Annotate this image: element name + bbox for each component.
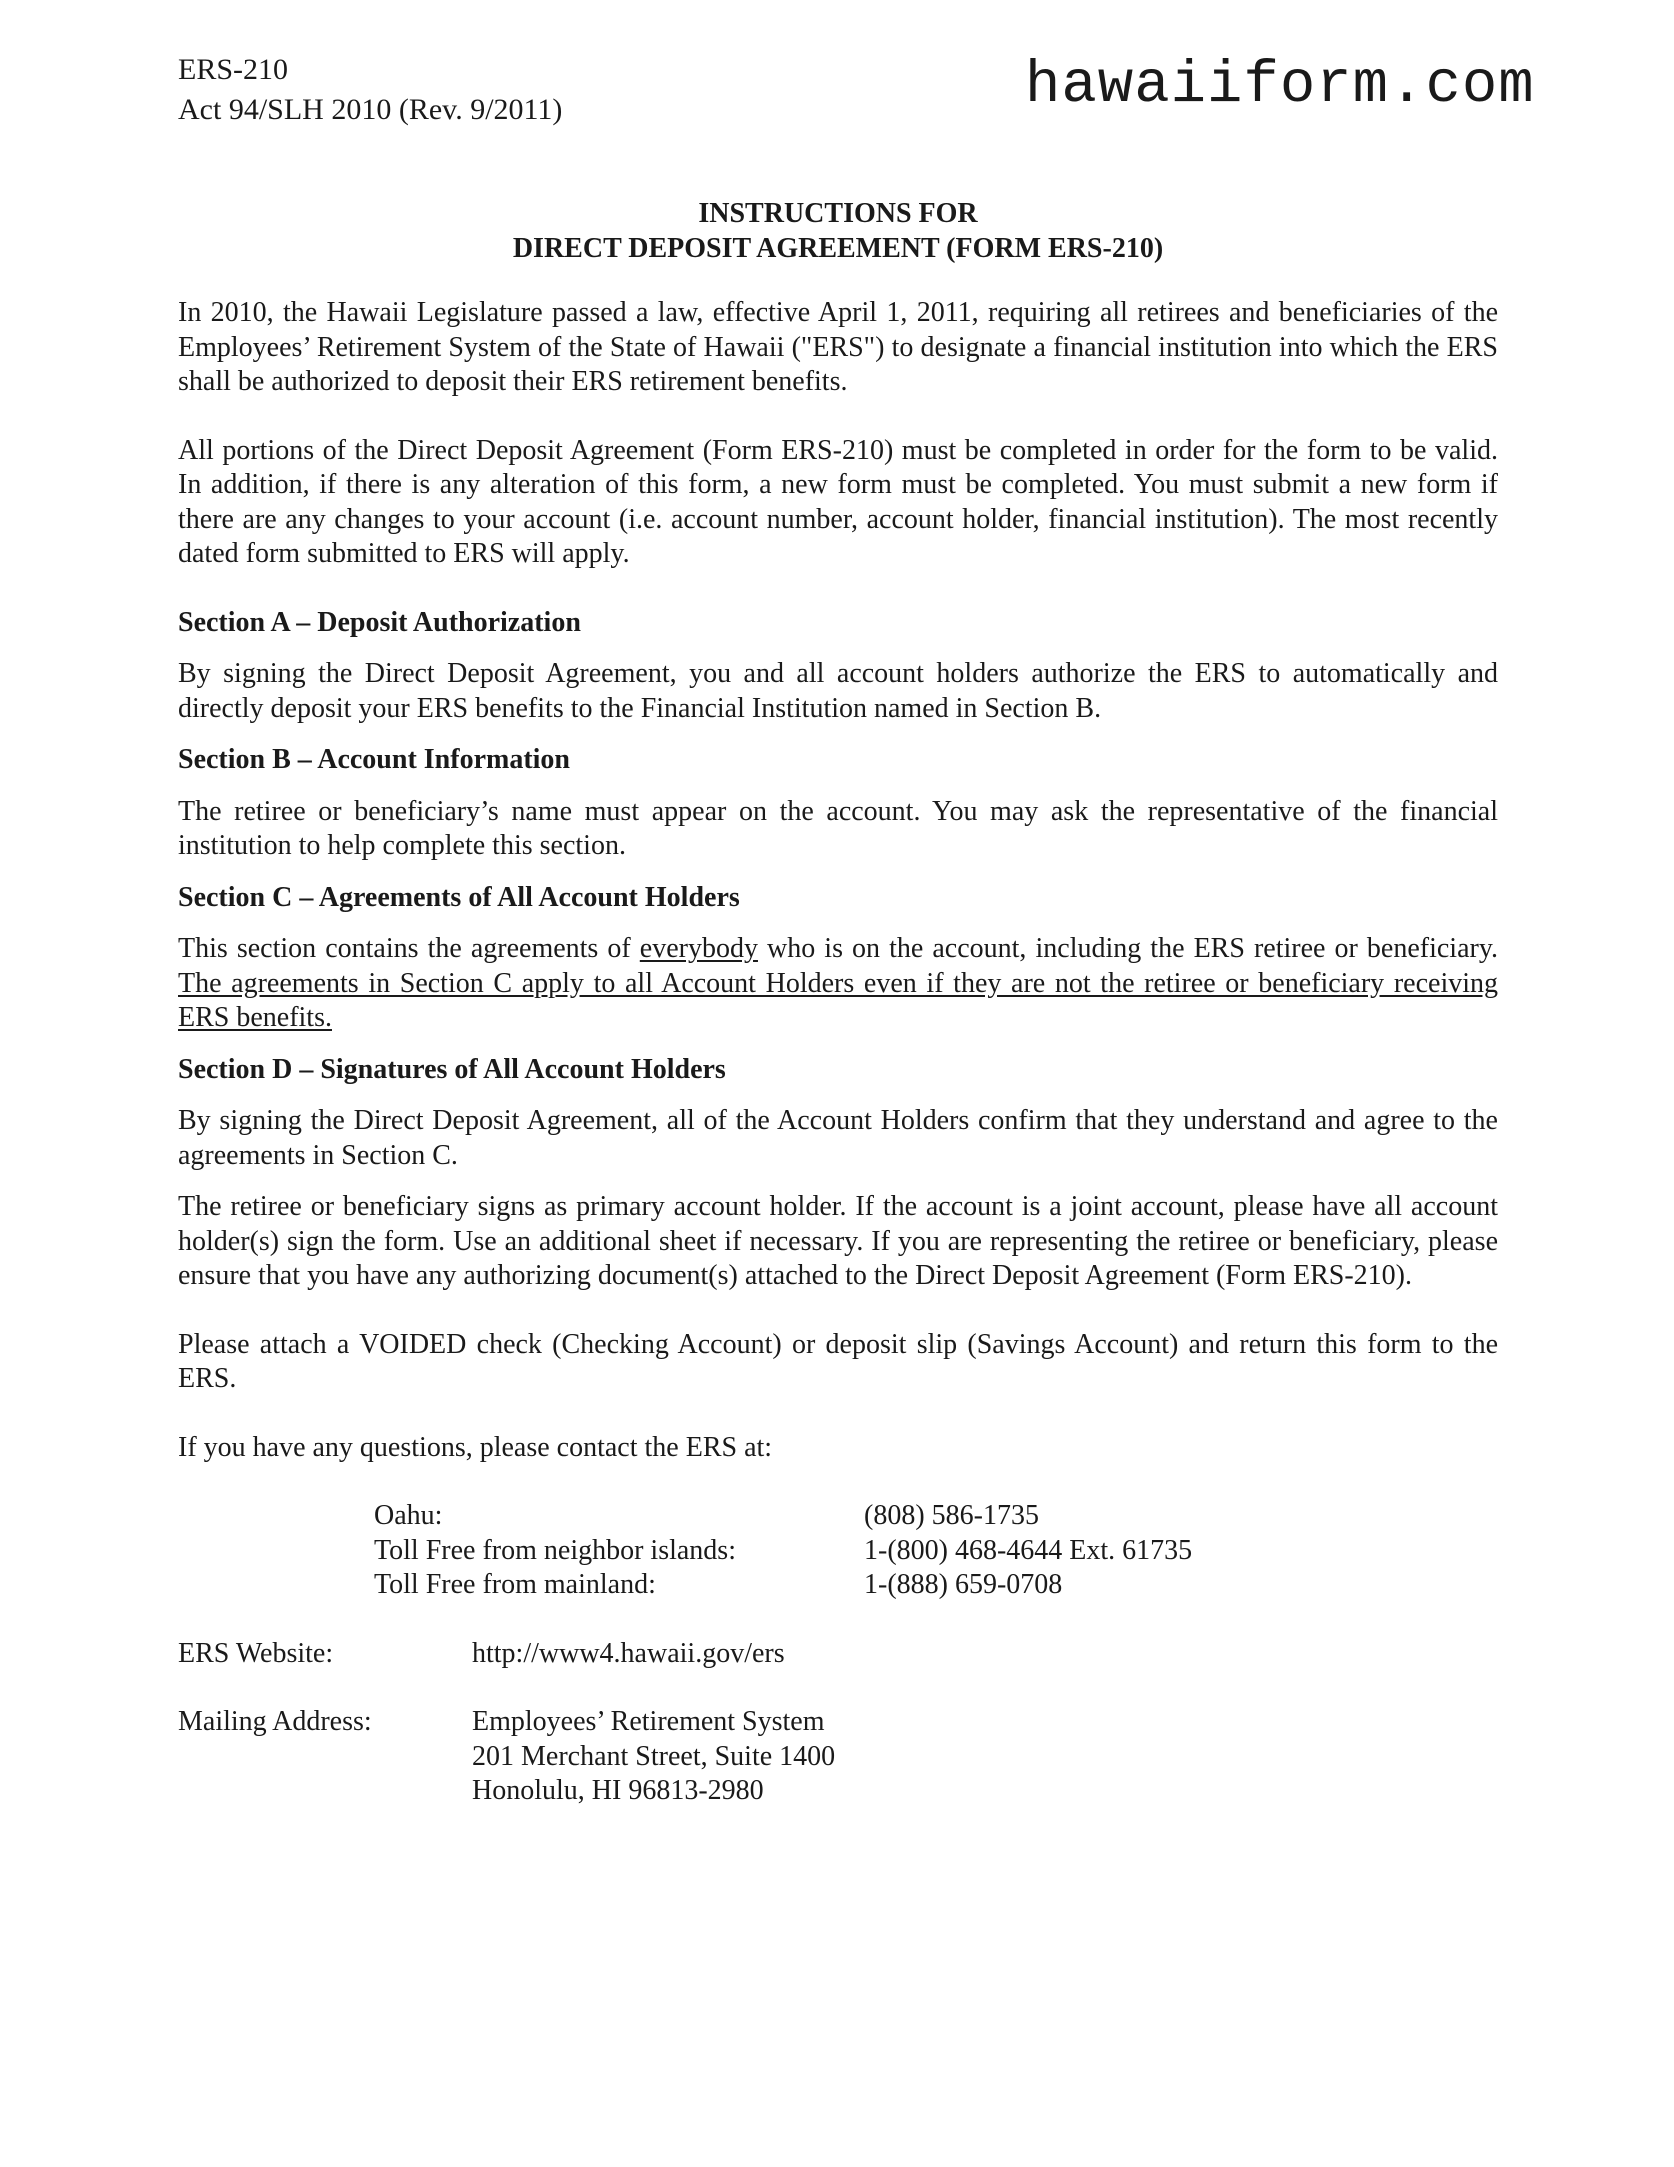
website-url: http://www4.hawaii.gov/ers: [472, 1637, 785, 1669]
section-d-text-2: The retiree or beneficiary signs as primary account holder. If the account is a joint account, please have all account holder(s) sign the form. Use an additional sheet if necessary. If you are representing the retiree or beneficiary, please ensure that you have any authorizing document(s) attached to the Direct Deposit Agreement (Form ERS-210).: [178, 1191, 1498, 1291]
website-label: ERS Website:: [178, 1637, 334, 1669]
section-c-text-start: This section contains the agreements of: [178, 933, 640, 964]
contact-phone: 1-(888) 659-0708: [864, 1569, 1063, 1600]
mailing-address: [472, 1705, 1498, 1809]
document-body: [178, 296, 1498, 1809]
mailing-address-line-2: 201 Merchant Street, Suite 1400: [472, 1740, 836, 1772]
section-c-emphasis: everybody: [639, 933, 758, 964]
section-a-heading: Section A – Deposit Authorization: [178, 606, 581, 638]
section-c-text: [178, 932, 1498, 1036]
section-b-text: The retiree or beneficiary’s name must appear on the account. You may ask the representative of the financial institution to help complete this section.: [178, 795, 1498, 861]
mailing-address-line-1: Employees’ Retirement System: [472, 1706, 825, 1737]
act-revision: Act 94/SLH 2010 (Rev. 9/2011): [178, 93, 563, 126]
section-d-text-1: By signing the Direct Deposit Agreement, all of the Account Holders confirm that they understand and agree to the agreements in Section C.: [178, 1105, 1498, 1171]
contact-row-oahu: [374, 1499, 1498, 1534]
contact-row-neighbor-islands: [374, 1534, 1498, 1569]
mailing-address-row: [178, 1705, 1498, 1809]
intro-paragraph-1: In 2010, the Hawaii Legislature passed a law, effective April 1, 2011, requiring all retirees and beneficiaries of the Employees’ Retirement System of the State of Hawaii ("ERS") to designate a financial institution into which the ERS shall be authorized to deposit their ERS retirement benefits.: [178, 297, 1498, 397]
contact-row-mainland: [374, 1568, 1498, 1603]
mailing-address-label: Mailing Address:: [178, 1706, 372, 1737]
contact-intro: If you have any questions, please contact the ERS at:: [178, 1431, 773, 1463]
title-line-2: DIRECT DEPOSIT AGREEMENT (FORM ERS-210): [512, 233, 1164, 264]
title-line-1: INSTRUCTIONS FOR: [698, 198, 978, 229]
section-c-text-middle: who is on the account, including the ERS retiree or beneficiary.: [757, 933, 1499, 964]
section-d-heading: Section D – Signatures of All Account Holders: [178, 1053, 726, 1085]
contact-label: Toll Free from neighbor islands:: [374, 1534, 736, 1566]
site-watermark: hawaiiform.com: [1025, 52, 1535, 119]
attach-note: Please attach a VOIDED check (Checking Account) or deposit slip (Savings Account) and return this form to the ERS.: [178, 1328, 1498, 1394]
form-header: [178, 50, 562, 130]
section-c-underlined-note: The agreements in Section C apply to all Account Holders even if they are not the retiree or beneficiary receiving ERS benefits.: [178, 967, 1498, 1033]
form-id: ERS-210: [178, 53, 289, 86]
contact-list: [374, 1499, 1498, 1603]
section-c-heading: Section C – Agreements of All Account Holders: [178, 881, 740, 913]
document-title: [178, 196, 1498, 266]
website-row: [178, 1637, 1498, 1672]
section-b-heading: Section B – Account Information: [178, 744, 570, 775]
intro-paragraph-2: All portions of the Direct Deposit Agreement (Form ERS-210) must be completed in order for the form to be valid. In addition, if there is any alteration of this form, a new form must be completed. You must submit a new form if there are any changes to your account (i.e. account number, account holder, financial institution). The most recently dated form submitted to ERS will apply.: [178, 434, 1498, 569]
contact-phone: (808) 586-1735: [864, 1500, 1039, 1531]
contact-phone: 1-(800) 468-4644 Ext. 61735: [864, 1534, 1193, 1566]
contact-label: Toll Free from mainland:: [374, 1569, 656, 1600]
section-a-text: By signing the Direct Deposit Agreement, you and all account holders authorize the ERS to automatically and directly deposit your ERS benefits to the Financial Institution named in Section B.: [178, 658, 1498, 724]
contact-label: Oahu:: [374, 1500, 443, 1531]
mailing-address-line-3: Honolulu, HI 96813-2980: [472, 1775, 764, 1806]
